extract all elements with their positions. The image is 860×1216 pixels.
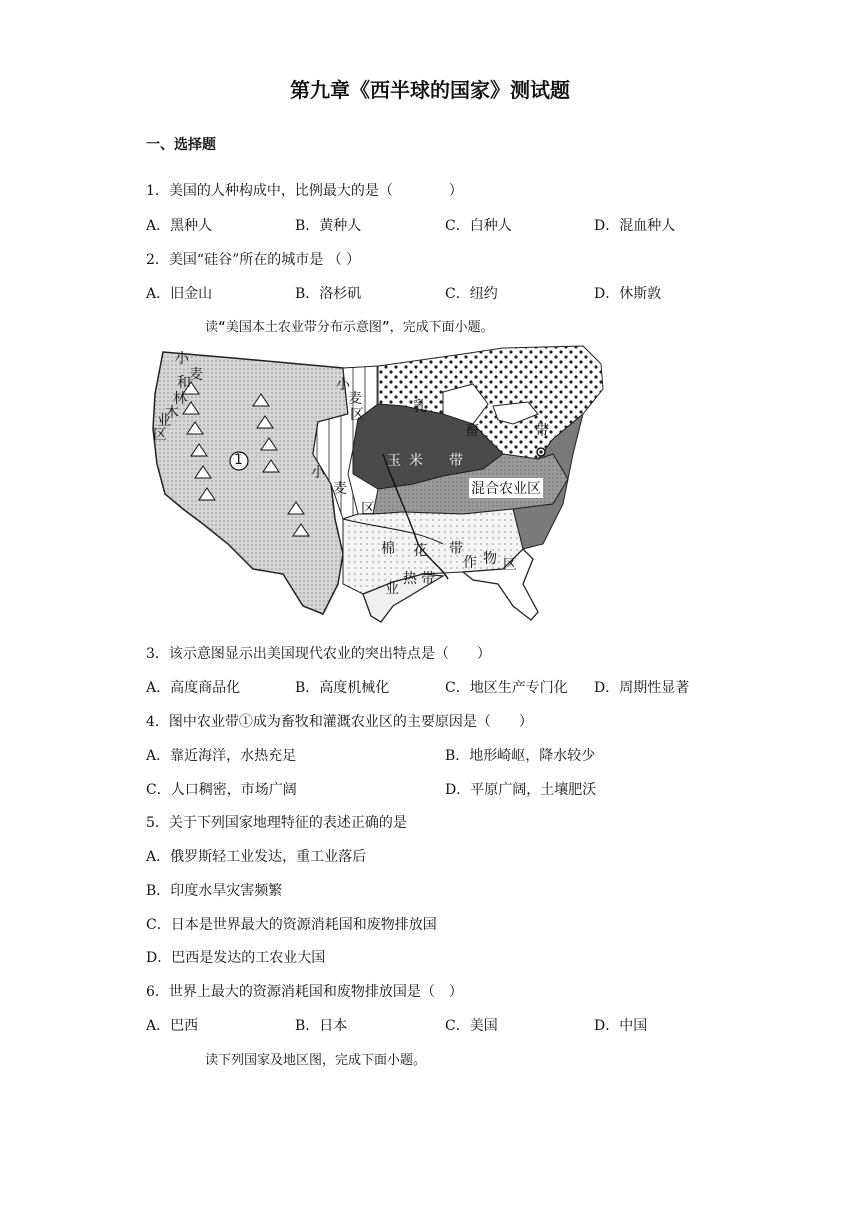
map-label-corn-1: 玉 bbox=[387, 453, 401, 469]
q3-option-c: C．地区生产专门化 bbox=[445, 680, 568, 696]
q2-option-b: B．洛杉矶 bbox=[295, 286, 362, 302]
map-label-lin: 林 bbox=[173, 391, 187, 407]
question-5: 5．关于下列国家地理特征的表述正确的是 bbox=[146, 815, 407, 831]
map-intro: 读“美国本土农业带分布示意图”，完成下面小题。 bbox=[205, 320, 494, 335]
map-label-crop-3: 区 bbox=[503, 557, 517, 573]
q6-option-a: A．巴西 bbox=[146, 1018, 199, 1034]
q4-option-b: B．地形崎岖，降水较少 bbox=[445, 748, 596, 764]
q1-option-c: C．白种人 bbox=[445, 218, 512, 234]
map-label-tropical-1: 热 bbox=[403, 571, 417, 587]
map-label-dairy-3: 带 bbox=[535, 423, 549, 439]
map-label-mu: 木 bbox=[165, 405, 179, 421]
map-label-tropical-2: 带 bbox=[421, 571, 435, 587]
map-label-mai: 麦 bbox=[189, 367, 203, 383]
q2-option-c: C．纽约 bbox=[445, 286, 498, 302]
map-label-dairy-2: 畜 bbox=[465, 423, 479, 439]
map-label-cotton-1: 棉 bbox=[381, 541, 395, 557]
q4-option-a: A．靠近海洋，水热充足 bbox=[146, 748, 297, 764]
map-label-wheat-mid-1: 小 bbox=[311, 465, 325, 481]
question-3: 3．该示意图显示出美国现代农业的突出特点是（ ） bbox=[146, 646, 491, 662]
map-label-wheat-top-1: 小 bbox=[336, 377, 350, 393]
question-2: 2．美国“硅谷”所在的城市是 （ ） bbox=[146, 252, 361, 268]
map-label-ye2: 业 bbox=[385, 581, 399, 597]
q5-option-a: A．俄罗斯轻工业发达，重工业落后 bbox=[146, 849, 367, 865]
map-label-cotton-3: 带 bbox=[449, 541, 463, 557]
q4-option-d: D．平原广阔，土壤肥沃 bbox=[445, 782, 597, 798]
map-label-wheat-top-2: 麦 bbox=[348, 391, 362, 407]
map-label-corn-3: 带 bbox=[449, 453, 463, 469]
map-label-crop-2: 物 bbox=[483, 551, 497, 567]
q4-option-c: C．人口稠密，市场广阔 bbox=[146, 782, 297, 798]
q3-option-b: B．高度机械化 bbox=[295, 680, 390, 696]
q1-option-d: D．混血种人 bbox=[594, 218, 676, 234]
q1-option-a: A．黑种人 bbox=[146, 218, 213, 234]
q6-option-d: D．中国 bbox=[594, 1018, 648, 1034]
map-label-crop-1: 作 bbox=[463, 555, 477, 571]
question-6: 6．世界上最大的资源消耗国和废物排放国是（ ） bbox=[146, 984, 463, 1000]
map-label-wheat-mid-3: 区 bbox=[361, 501, 375, 517]
q3-option-a: A．高度商品化 bbox=[146, 680, 241, 696]
q6-option-c: C．美国 bbox=[445, 1018, 498, 1034]
map-label-wheat-top-3: 区 bbox=[350, 407, 364, 423]
q5-option-c: C．日本是世界最大的资源消耗国和废物排放国 bbox=[146, 917, 437, 933]
q2-option-d: D．休斯敦 bbox=[594, 286, 662, 302]
question-1: 1．美国的人种构成中，比例最大的是（ ） bbox=[146, 183, 463, 199]
page-title: 第九章《西半球的国家》测试题 bbox=[290, 78, 570, 102]
q5-option-d: D．巴西是发达的工农业大国 bbox=[146, 950, 326, 966]
section-heading: 一、选择题 bbox=[146, 137, 216, 153]
q2-option-a: A．旧金山 bbox=[146, 286, 213, 302]
map-label-mixed: 混合农业区 bbox=[469, 478, 543, 498]
map-label-dairy-1: 乳 bbox=[413, 399, 427, 415]
q6-option-b: B．日本 bbox=[295, 1018, 348, 1034]
map-label-wheat-mid-2: 麦 bbox=[333, 481, 347, 497]
q5-option-b: B．印度水旱灾害频繁 bbox=[146, 883, 283, 899]
map-intro-2: 读下列国家及地区图，完成下面小题。 bbox=[205, 1053, 427, 1068]
map-label-corn-2: 米 bbox=[409, 453, 423, 469]
question-4: 4．图中农业带①成为畜牧和灌溉农业区的主要原因是（ ） bbox=[146, 714, 533, 730]
map-label-number-1: 1 bbox=[234, 452, 243, 468]
map-label-he: 和 bbox=[177, 375, 191, 391]
map-label-cotton-2: 花 bbox=[413, 543, 427, 559]
q3-option-d: D．周期性显著 bbox=[594, 680, 690, 696]
map-label-xiao: 小 bbox=[175, 351, 189, 367]
map-label-qu1: 区 bbox=[153, 427, 167, 443]
map-label-ye1: 业 bbox=[157, 413, 171, 429]
us-agriculture-map bbox=[143, 344, 607, 624]
q1-option-b: B．黄种人 bbox=[295, 218, 362, 234]
